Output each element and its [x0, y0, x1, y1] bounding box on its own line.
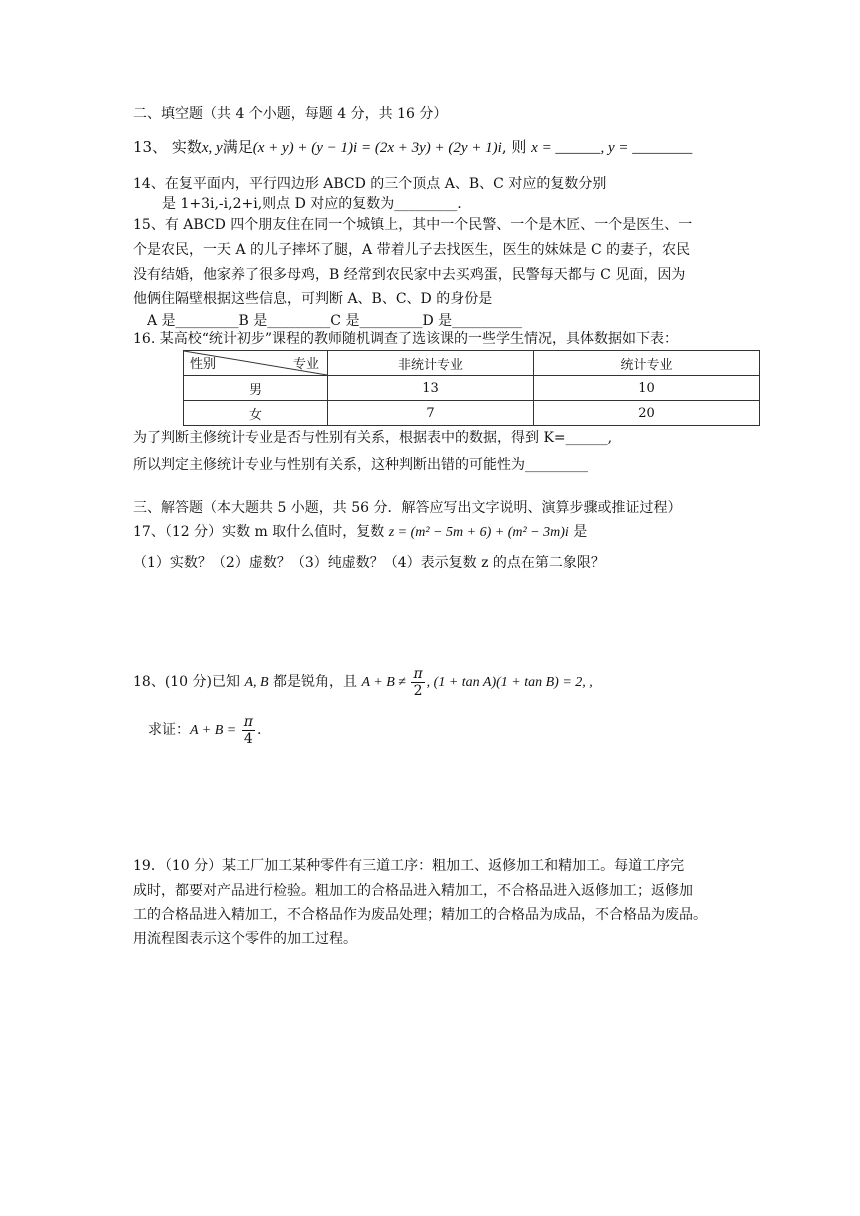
cell-female-non-stat: 7	[328, 401, 534, 426]
q18-line-2	[148, 712, 261, 749]
q16-after-2: 所以判定主修统计专业与性别有关系，这种判断出错的可能性为_________	[133, 457, 588, 473]
q13-vars: x, y	[201, 140, 223, 156]
fraction-numerator: π	[243, 713, 253, 730]
section-3-heading: 三、解答题（本大题共 5 小题，共 56 分．解答应写出文字说明、演算步骤或推证过程）	[133, 500, 682, 516]
q18-line-1	[133, 664, 593, 701]
section-2-heading: 二、填空题（共 4 个小题，每题 4 分，共 16 分）	[133, 106, 448, 122]
q19-line-2: 成时，都要对产品进行检验。粗加工的合格品进入精加工，不合格品进入返修加工；返修加	[133, 883, 693, 899]
q18-ineq: A + B ≠	[361, 675, 410, 690]
q15-line-2: 个是农民，一天 A 的儿子摔坏了腿，A 带着儿子去找医生，医生的妹妹是 C 的妻子，农民	[133, 242, 691, 258]
row-label-male: 男	[184, 376, 328, 401]
q19-line-1: 19．（10 分）某工厂加工某种零件有三道工序：粗加工、返修加工和精加工。每道工序完	[133, 858, 685, 874]
q18-product: , (1 + tan A)(1 + tan B) = 2, ,	[426, 675, 593, 690]
header-non-stat: 非统计专业	[328, 351, 534, 376]
q13-cond: 满足	[222, 138, 253, 156]
q16-intro: 16. 某高校“统计初步”课程的教师随机调查了选该课的一些学生情况，具体数据如下表：	[133, 331, 679, 347]
cell-male-stat: 10	[534, 376, 760, 401]
q15-line-5[interactable]: A 是_________B 是_________C 是_________D 是__________	[147, 313, 523, 329]
q13-number: 13、	[133, 138, 168, 156]
table-header-row	[184, 351, 760, 376]
q13-equation: (x + y) + (y − 1)i = (2x + 3y) + (2y + 1)i	[252, 140, 502, 156]
corner-major-label: 专业	[292, 357, 319, 372]
fraction-numerator: π	[413, 665, 423, 682]
q15-line-1: 15、有 ABCD 四个朋友住在同一个城镇上，其中一个民警、一个是木匠、一个是医生、一	[133, 217, 693, 233]
table-row	[184, 401, 760, 426]
q17-end: 是	[568, 524, 588, 540]
q14-line-1: 14、在复平面内，平行四边形 ABCD 的三个顶点 A、B、C 对应的复数分别	[133, 176, 607, 192]
row-label-female: 女	[184, 401, 328, 426]
q17-line-1	[133, 522, 587, 543]
q19-line-3: 工的合格品进入精加工，不合格品作为废品处理；精加工的合格品为成品，不合格品为废品。	[133, 907, 707, 923]
q13-y-blank[interactable]: , y = ________	[600, 140, 693, 156]
q15-line-4: 他俩住隔壁根据这些信息，可判断 A、B、C、D 的身份是	[133, 291, 493, 307]
q18-text: 18、(10 分)已知	[133, 674, 245, 690]
table-corner-cell	[184, 351, 328, 376]
cell-male-non-stat: 13	[328, 376, 534, 401]
fraction-denominator: 4	[243, 730, 253, 747]
q18-vars: A, B	[244, 675, 269, 690]
q18-prove-label: 求证：	[148, 722, 190, 738]
pi-over-4-fraction	[242, 714, 255, 747]
q14-line-2: 是 1+3i,-i,2+i,则点 D 对应的复数为_________.	[162, 196, 462, 212]
cell-female-stat: 20	[534, 401, 760, 426]
q16-after-1: 为了判断主修统计专业是否与性别有关系，根据表中的数据，得到 K=______,	[133, 430, 613, 446]
q13-then: , 则	[501, 138, 532, 156]
table-row	[184, 376, 760, 401]
fraction-denominator: 2	[413, 682, 423, 699]
q17-text: 17、（12 分）实数 m 取什么值时，复数	[133, 524, 389, 540]
q19-line-4: 用流程图表示这个零件的加工过程。	[133, 931, 357, 947]
question-13	[133, 137, 692, 158]
q15-line-3: 没有结婚，他家养了很多母鸡，B 经常到农民家中去买鸡蛋，民警每天都与 C 见面，因为	[133, 267, 686, 283]
header-stat: 统计专业	[534, 351, 760, 376]
stats-table	[183, 350, 760, 426]
corner-gender-label: 性别	[190, 357, 217, 372]
q18-mid: 都是锐角，且	[268, 674, 362, 690]
q18-equation: A + B =	[190, 723, 240, 738]
q18-period: .	[256, 722, 262, 738]
q17-line-2: （1）实数？（2）虚数？（3）纯虚数？（4）表示复数 z 的点在第二象限？	[133, 555, 605, 571]
q17-formula: z = (m² − 5m + 6) + (m² − 3m)i	[388, 525, 569, 540]
pi-over-2-fraction	[411, 666, 424, 699]
q13-lead: 实数	[171, 138, 202, 156]
q13-x-blank[interactable]: x = ______	[531, 140, 601, 156]
